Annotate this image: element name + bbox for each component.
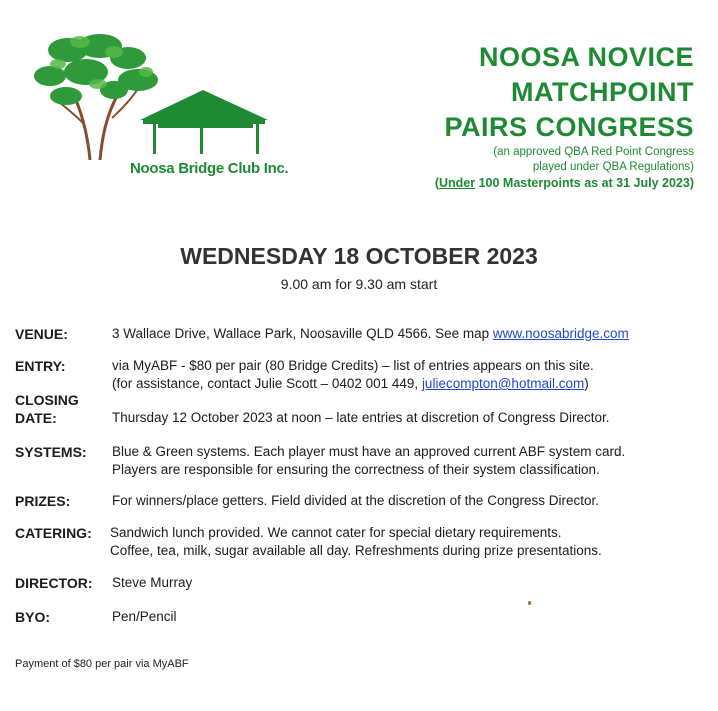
email-link[interactable]: juliecompton@hotmail.com <box>421 376 585 391</box>
scan-speck <box>528 601 531 605</box>
systems-value: Blue & Green systems. Each player must have an approved current ABF system card. Players are responsible for ensuring the correctness of their system classification. <box>112 444 626 477</box>
entry-value: via MyABF - $80 per pair (80 Bridge Credits) – list of entries appears on this site. (for assistance, contact Julie Scott – 0402 001 449, juliecompton@hotmail.com) <box>112 358 594 391</box>
congress-note-1: (an approved QBA Red Point Congress <box>493 146 694 158</box>
title-line-2: MATCHPOINT <box>511 77 694 107</box>
eligibility-under: Under <box>439 176 476 190</box>
title-line-3: PAIRS CONGRESS <box>444 112 694 142</box>
director-value: Steve Murray <box>112 575 193 590</box>
congress-title-block <box>435 40 694 191</box>
catering-value: Sandwich lunch provided. We cannot cater for special dietary requirements. Coffee, tea, milk, sugar available all day. Refreshments during prize presentations. <box>110 525 602 558</box>
director-label: DIRECTOR: <box>15 575 93 591</box>
congress-note-2: played under QBA Regulations) <box>532 161 694 173</box>
pavilion-icon <box>140 90 268 154</box>
tree-foliage <box>34 34 158 105</box>
byo-label: BYO: <box>15 609 50 625</box>
prizes-value: For winners/place getters. Field divided at the discretion of the Congress Director. <box>112 493 599 508</box>
closing-label: CLOSING DATE: <box>15 392 79 426</box>
payment-footer: Payment of $80 per pair via MyABF <box>15 658 189 670</box>
prizes-label: PRIZES: <box>15 493 71 509</box>
club-name: Noosa Bridge Club Inc. <box>130 160 289 177</box>
closing-value: Thursday 12 October 2023 at noon – late entries at discretion of Congress Director. <box>112 410 610 425</box>
catering-label: CATERING: <box>15 525 92 541</box>
tree-trunk-left <box>76 100 90 160</box>
tree-trunk-mid <box>100 94 118 160</box>
byo-value: Pen/Pencil <box>112 609 177 624</box>
entry-label: ENTRY: <box>15 358 66 374</box>
eligibility-note: (Under 100 Masterpoints as at 31 July 2023) <box>434 176 694 190</box>
event-time: 9.00 am for 9.30 am start <box>280 276 438 292</box>
event-date: WEDNESDAY 18 OCTOBER 2023 <box>180 243 538 269</box>
venue-value: 3 Wallace Drive, Wallace Park, Noosaville QLD 4566. See map www.noosabridge.com <box>112 326 629 341</box>
title-line-1: NOOSA NOVICE <box>478 42 694 72</box>
website-link[interactable]: www.noosabridge.com <box>492 326 629 341</box>
venue-label: VENUE: <box>15 326 68 342</box>
systems-label: SYSTEMS: <box>15 444 87 460</box>
